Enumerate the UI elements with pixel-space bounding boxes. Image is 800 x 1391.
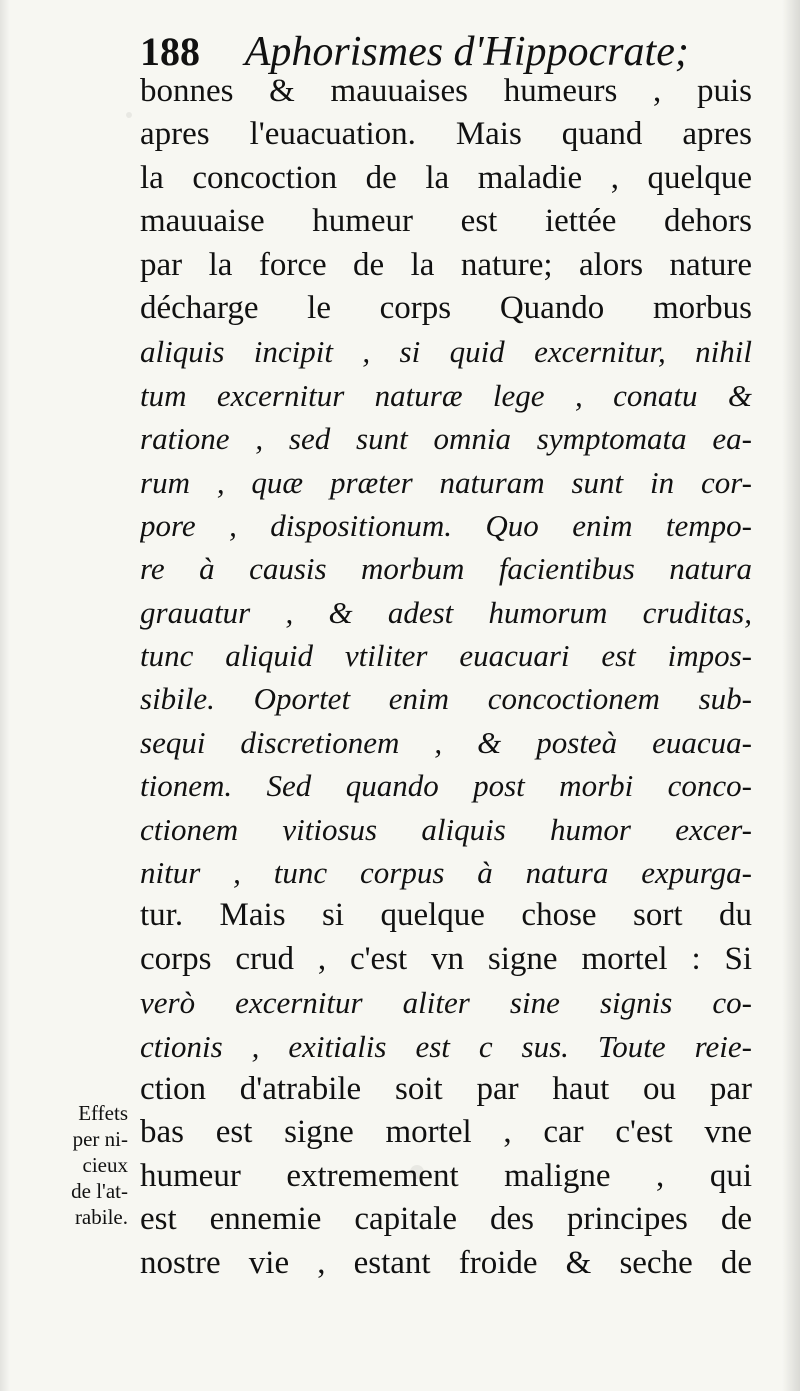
text-line-latin: tunc aliquid vtiliter euacuari est impos- <box>140 638 752 674</box>
text-line-latin: re à causis morbum facientibus natura <box>140 551 752 587</box>
margin-note-line: de l'at- <box>71 1179 128 1203</box>
text-line-latin: sequi discretionem , & posteà euacua- <box>140 724 752 760</box>
text-line-latin: sibile. Oportet enim concoctionem sub- <box>140 681 752 717</box>
running-head-title: Aphorismes d'Hippocrate; <box>244 29 689 75</box>
text-line: décharge le corps Quando morbus <box>140 289 752 326</box>
margin-note-line: per ni- <box>72 1127 128 1151</box>
page-number: 188 <box>140 29 200 74</box>
text-line-latin: rum , quæ præter naturam sunt in cor- <box>140 464 752 500</box>
text-line: bas est signe mortel , car c'est vne <box>140 1114 752 1151</box>
text-line-latin: tum excernitur naturæ lege , conatu & <box>140 377 752 413</box>
text-line-latin: tionem. Sed quando post morbi conco- <box>140 768 752 804</box>
margin-note-line: rabile. <box>74 1205 128 1229</box>
text-line: bonnes & mauuaises humeurs , puis <box>140 73 752 109</box>
body-text <box>140 70 752 1285</box>
text-line: corps crud , c'est vn signe mortel : Si <box>140 940 752 977</box>
margin-note-line: Effets <box>78 1101 128 1125</box>
text-line-latin: grauatur , & adest humorum cruditas, <box>140 594 752 630</box>
text-line-latin: pore , dispositionum. Quo enim tempo- <box>140 507 752 543</box>
text-line-latin: ratione , sed sunt omnia symptomata ea- <box>140 421 752 457</box>
page-left-edge <box>0 0 10 1391</box>
text-line: humeur extremement maligne , qui <box>140 1157 752 1194</box>
text-line-latin: verò excernitur aliter sine signis co- <box>140 985 752 1021</box>
text-line: nostre vie , estant froide & seche de <box>140 1244 752 1281</box>
text-line: ction d'atrabile soit par haut ou par <box>140 1070 752 1107</box>
text-line-latin: nitur , tunc corpus à natura expurga- <box>140 855 752 891</box>
page-gutter-shadow <box>782 0 800 1391</box>
text-line-latin: aliquis incipit , si quid excernitur, nihil <box>140 334 752 370</box>
ink-speck <box>126 112 132 118</box>
text-line: mauuaise humeur est iettée dehors <box>140 203 752 240</box>
text-line: par la force de la nature; alors nature <box>140 246 752 283</box>
margin-note-line: cieux <box>82 1153 128 1177</box>
text-line: apres l'euacuation. Mais quand apres <box>140 116 752 153</box>
text-line-latin: ctionis , exitialis est c sus. Toute reie- <box>140 1028 752 1064</box>
text-line-latin: ctionem vitiosus aliquis humor excer- <box>140 811 752 847</box>
text-line: tur. Mais si quelque chose sort du <box>140 897 752 934</box>
text-line: la concoction de la maladie , quelque <box>140 159 752 196</box>
text-line: est ennemie capitale des principes de <box>140 1201 752 1238</box>
margin-note <box>24 1100 128 1230</box>
